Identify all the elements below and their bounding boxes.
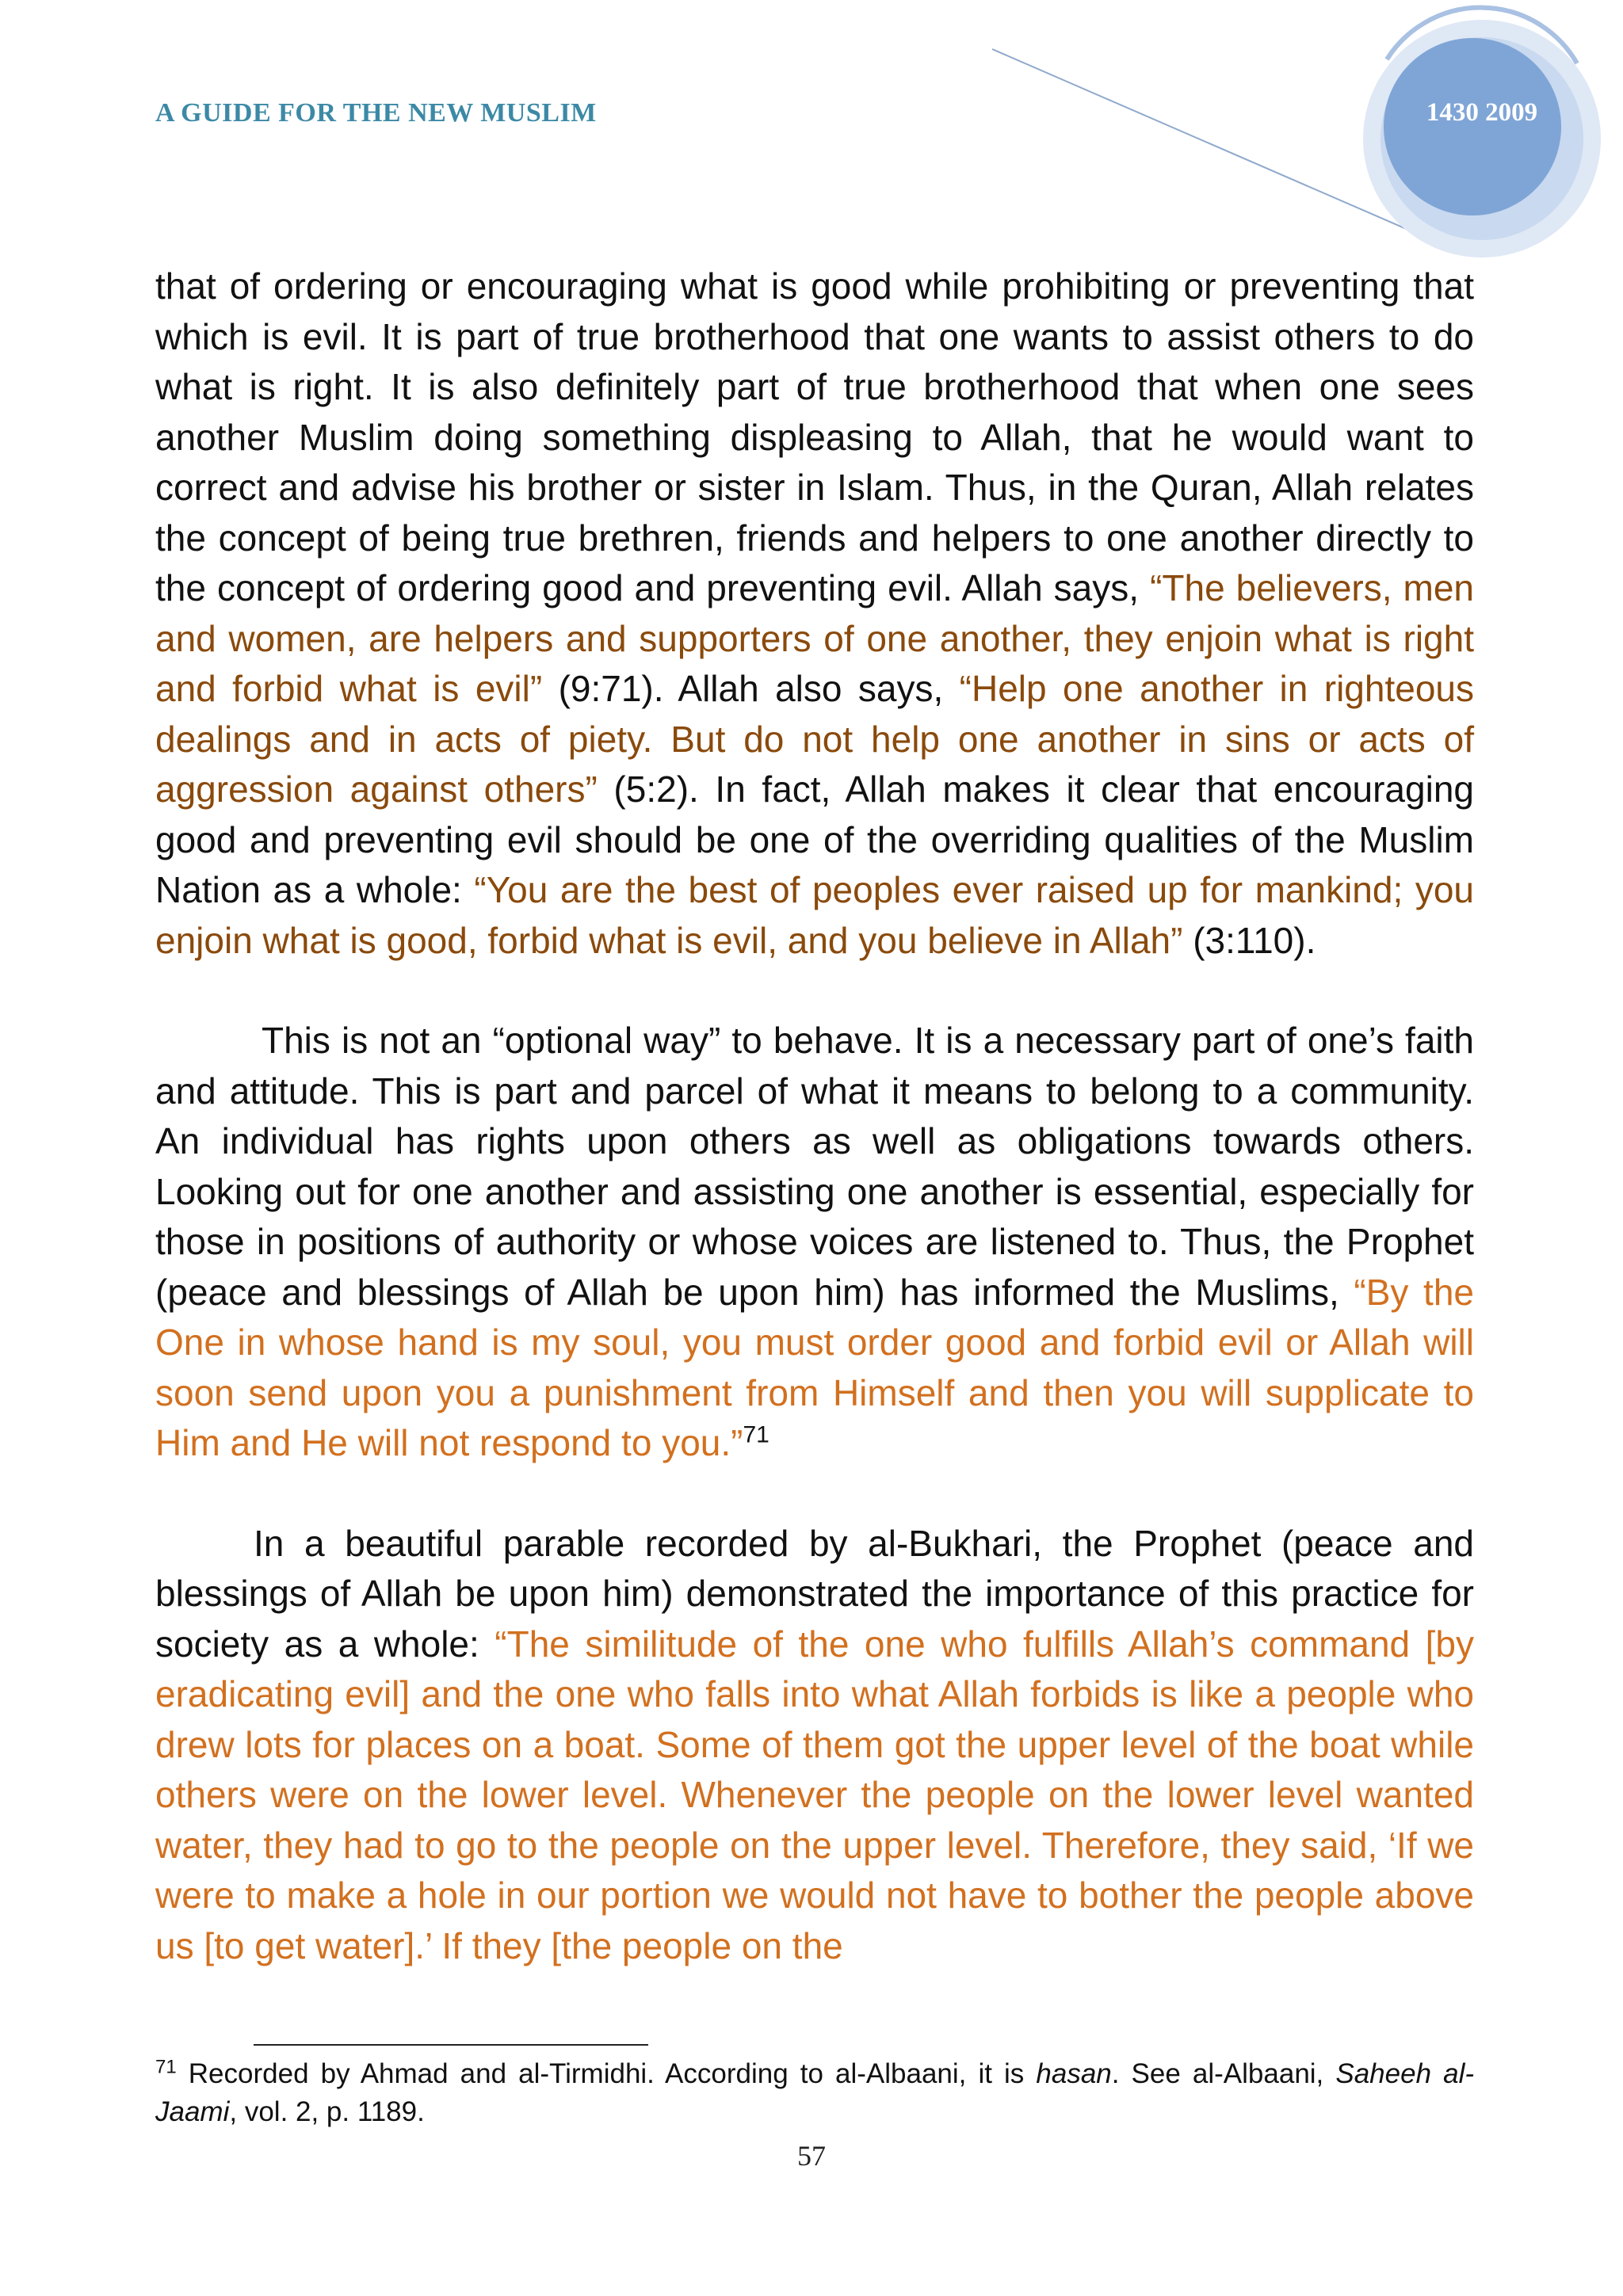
text-run: that of ordering or encouraging what is good while prohibiting or preventing that which is evil. It is part of true brotherhood that one wants to assist others to do what is right. It is also definitely part of true brotherhood that when one sees another Muslim doing something displeasing to Allah, that he would want to correct and advise his brother or sister in Islam. Thus, in the Quran, Allah relates the concept of being true brethren, friends and helpers to one another directly to the concept of ordering good and preventing evil. Allah says,: [155, 265, 1474, 608]
footnote-text: . See al-Albaani,: [1111, 2058, 1336, 2089]
footnote-italic: Saheeh al-Jaami: [155, 2058, 1474, 2127]
quran-quote: “The believers, men and women, are helpers and supporters of one another, they enjoin what is right and forbid what is evil”: [155, 567, 1475, 709]
text-run: (9:71). Allah also says,: [542, 668, 960, 709]
footnote-divider: [254, 2044, 648, 2046]
paragraph-3: [155, 1519, 1474, 1972]
footnote-reference[interactable]: 71: [743, 1421, 769, 1448]
body-text: [155, 261, 1474, 1971]
footnote-text: Recorded by Ahmad and al-Tirmidhi. According to al-Albaani, it is: [176, 2058, 1037, 2089]
paragraph-1: [155, 261, 1474, 966]
hadith-quote: “The similitude of the one who fulfills Allah’s command [by eradicating evil] and the one who falls into what Allah forbids is like a people who drew lots for places on a boat. Some of them got the upper level of the boat while others were on the lower level. Whenever the people on the lower level wanted water, they had to go to the people on the upper level. Therefore, they said, ‘If we were to make a hole in our portion we would not have to bother the people above us [to get water].’ If they [the people on the: [155, 1623, 1475, 1966]
footnote-number: 71: [155, 2056, 177, 2078]
text-run: This is not an “optional way” to behave. It is a necessary part of one’s faith and attitude. This is part and parcel of what it means to belong to a community. An individual has rights upon others as well as obligations towards others. Looking out for one another and assisting one another is essential, especially for those in positions of authority or whose voices are listened to. Thus, the Prophet (peace and blessings of Allah be upon him) has informed the Muslims,: [155, 1020, 1474, 1313]
text-run: In a beautiful parable recorded by al-Bukhari, the Prophet (peace and blessings of Allah be upon him) demonstrated the importance of this practice for society as a whole:: [155, 1522, 1474, 1665]
paragraph-2: [155, 1016, 1474, 1469]
header-year: 1430 2009: [1426, 98, 1538, 127]
text-run: (5:2). In fact, Allah makes it clear that encouraging good and preventing evil should be one of the overriding qualities of the Muslim Nation as a whole:: [155, 769, 1474, 910]
footnote: [155, 2055, 1474, 2131]
footnote-italic: hasan: [1036, 2058, 1112, 2089]
text-run: (3:110).: [1182, 919, 1316, 961]
header-title: A GUIDE FOR THE NEW MUSLIM: [155, 98, 597, 128]
quran-quote: “You are the best of peoples ever raised up for mankind; you enjoin what is good, forbid what is evil, and you believe in Allah”: [155, 869, 1474, 961]
quran-quote: “Help one another in righteous dealings and in acts of piety. But do not help one another in sins or acts of aggression against others”: [155, 668, 1474, 810]
header-circle-decoration: [0, 0, 1623, 269]
hadith-quote: “By the One in whose hand is my soul, you must order good and forbid evil or Allah will soon send upon you a punishment from Himself and then you will supplicate to Him and He will not respond to you.”: [155, 1271, 1474, 1463]
page-number: 57: [797, 2140, 826, 2172]
footnote-text: , vol. 2, p. 1189.: [229, 2096, 425, 2127]
